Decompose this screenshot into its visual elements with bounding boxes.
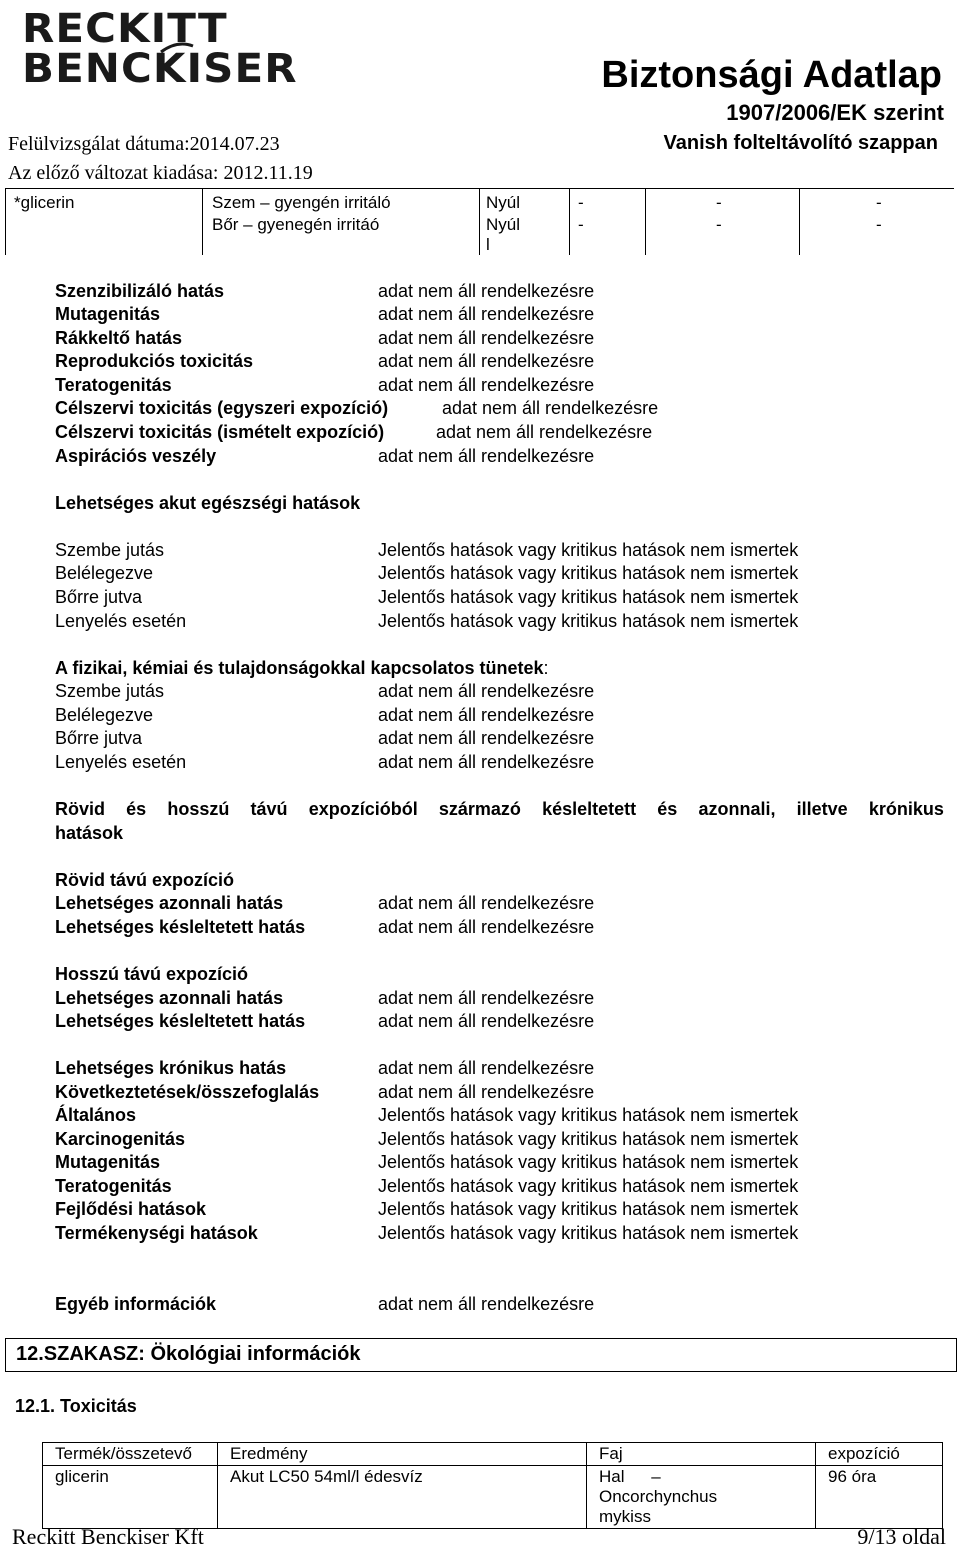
table-header-row xyxy=(43,1443,943,1466)
species-line-1 xyxy=(599,1467,805,1507)
effect-label: Mutagenitás xyxy=(55,1152,161,1172)
species-text: Hal – Oncorchynchus xyxy=(599,1467,718,1506)
effect-value: adat nem áll rendelkezésre xyxy=(442,398,659,418)
route-value: adat nem áll rendelkezésre xyxy=(378,752,595,772)
effect-value: adat nem áll rendelkezésre xyxy=(436,422,653,442)
toxicity-subheading: 12.1. Toxicitás xyxy=(15,1396,137,1416)
route-value: Jelentős hatások vagy kritikus hatások nem ismertek xyxy=(378,563,799,583)
species-cell xyxy=(587,1466,816,1529)
delayed-effects-heading xyxy=(55,798,944,821)
effect-value: adat nem áll rendelkezésre xyxy=(378,375,595,395)
effect-value: adat nem áll rendelkezésre xyxy=(378,281,595,301)
result-cell: Akut LC50 54ml/l édesvíz xyxy=(218,1466,587,1529)
heading-word: és xyxy=(657,799,678,819)
effect-value: Jelentős hatások vagy kritikus hatások nem ismertek xyxy=(378,1176,799,1196)
route-value: Jelentős hatások vagy kritikus hatások nem ismertek xyxy=(378,587,799,607)
effect-label: Teratogenitás xyxy=(55,375,172,395)
effect-value: Jelentős hatások vagy kritikus hatások nem ismertek xyxy=(378,1129,799,1149)
section-12-heading: 12.SZAKASZ: Ökológiai információk xyxy=(16,1343,361,1365)
effect-label: Lehetséges késleltetett hatás xyxy=(55,917,306,937)
species-cell: Nyúl xyxy=(486,215,521,234)
previous-version-date: Az előző változat kiadása: 2012.11.19 xyxy=(8,162,313,184)
footer-page-number: 9/13 oldal xyxy=(857,1524,946,1549)
column-header: expozíció xyxy=(816,1443,943,1466)
heading-word: azonnali, xyxy=(698,799,776,819)
route-label: Lenyelés esetén xyxy=(55,611,187,631)
other-info-value: adat nem áll rendelkezésre xyxy=(378,1294,595,1314)
dash-cell: - xyxy=(578,193,584,212)
effect-label: Lehetséges azonnali hatás xyxy=(55,893,284,913)
heading-word: krónikus xyxy=(868,799,944,819)
symptoms-heading xyxy=(55,657,549,680)
product-cell: glicerin xyxy=(43,1466,218,1529)
effect-cell: Bőr – gyenegén irritáó xyxy=(212,215,380,234)
dash-cell: - xyxy=(716,215,722,234)
toxicity-table xyxy=(42,1442,943,1529)
species-cell: l xyxy=(486,235,490,254)
revision-date: Felülvizsgálat dátuma:2014.07.23 xyxy=(8,133,280,155)
other-info-label: Egyéb információk xyxy=(55,1294,217,1314)
effect-label: Lehetséges krónikus hatás xyxy=(55,1058,287,1078)
route-value: Jelentős hatások vagy kritikus hatások nem ismertek xyxy=(378,540,799,560)
column-header: Faj xyxy=(587,1443,816,1466)
effect-label: Fejlődési hatások xyxy=(55,1199,207,1219)
effect-label: Termékenységi hatások xyxy=(55,1223,258,1243)
effect-label: Karcinogenitás xyxy=(55,1129,186,1149)
acute-effects-heading: Lehetséges akut egészségi hatások xyxy=(55,493,361,513)
substance-cell: *glicerin xyxy=(14,193,75,212)
heading-word: és xyxy=(126,799,147,819)
dash-cell: - xyxy=(876,193,882,212)
regulation: 1907/2006/EK szerint xyxy=(726,100,944,125)
effect-label: Célszervi toxicitás (ismételt expozíció) xyxy=(55,422,385,442)
effect-label: Lehetséges késleltetett hatás xyxy=(55,1011,306,1031)
column-header: Eredmény xyxy=(218,1443,587,1466)
product-name: Vanish folteltávolító szappan xyxy=(663,132,938,154)
section-12-heading-box xyxy=(5,1338,957,1372)
effect-value: adat nem áll rendelkezésre xyxy=(378,1082,595,1102)
effect-value: adat nem áll rendelkezésre xyxy=(378,1011,595,1031)
column-header: Termék/összetevő xyxy=(43,1443,218,1466)
table-column xyxy=(645,189,800,255)
species-cell: Nyúl xyxy=(486,193,521,212)
effect-label: Következtetések/összefoglalás xyxy=(55,1082,320,1102)
effect-value: Jelentős hatások vagy kritikus hatások nem ismertek xyxy=(378,1223,799,1243)
dash-cell: - xyxy=(876,215,882,234)
route-label: Bőrre jutva xyxy=(55,728,143,748)
company-logo xyxy=(22,6,298,92)
symptoms-heading-colon: : xyxy=(543,658,549,678)
route-label: Szembe jutás xyxy=(55,681,165,701)
effect-label: Teratogenitás xyxy=(55,1176,172,1196)
effect-value: adat nem áll rendelkezésre xyxy=(378,446,595,466)
substance-irritation-table xyxy=(5,188,954,255)
logo-swirl-icon xyxy=(157,38,197,58)
effect-label: Általános xyxy=(55,1105,137,1125)
route-label: Bőrre jutva xyxy=(55,587,143,607)
effect-label: Lehetséges azonnali hatás xyxy=(55,988,284,1008)
species-line-2: mykiss xyxy=(599,1507,651,1526)
route-value: adat nem áll rendelkezésre xyxy=(378,705,595,725)
effect-value: adat nem áll rendelkezésre xyxy=(378,917,595,937)
route-label: Belélegezve xyxy=(55,705,154,725)
effect-label: Szenzibilizáló hatás xyxy=(55,281,225,301)
route-value: Jelentős hatások vagy kritikus hatások nem ismertek xyxy=(378,611,799,631)
table-row xyxy=(43,1466,943,1529)
effect-label: Reprodukciós toxicitás xyxy=(55,351,254,371)
route-value: adat nem áll rendelkezésre xyxy=(378,728,595,748)
footer-company: Reckitt Benckiser Kft xyxy=(12,1524,204,1549)
long-term-title: Hosszú távú expozíció xyxy=(55,964,249,984)
effect-value: Jelentős hatások vagy kritikus hatások nem ismertek xyxy=(378,1105,799,1125)
route-value: adat nem áll rendelkezésre xyxy=(378,681,595,701)
effect-label: Célszervi toxicitás (egyszeri expozíció) xyxy=(55,398,389,418)
effect-cell: Szem – gyengén irritáló xyxy=(212,193,391,212)
effect-label: Mutagenitás xyxy=(55,304,161,324)
logo-line-1: RECKITT xyxy=(22,6,228,52)
effect-value: Jelentős hatások vagy kritikus hatások nem ismertek xyxy=(378,1199,799,1219)
document-title: Biztonsági Adatlap xyxy=(601,54,942,96)
effect-label: Aspirációs veszély xyxy=(55,446,217,466)
effect-value: adat nem áll rendelkezésre xyxy=(378,893,595,913)
heading-word: hosszú xyxy=(167,799,230,819)
heading-word: származó xyxy=(438,799,521,819)
heading-word: távú xyxy=(250,799,288,819)
heading-word: illetve xyxy=(796,799,848,819)
route-label: Belélegezve xyxy=(55,563,154,583)
symptoms-heading-text: A fizikai, kémiai és tulajdonságokkal kapcsolatos tünetek xyxy=(55,658,544,678)
heading-word: expozícióból xyxy=(308,799,418,819)
route-label: Szembe jutás xyxy=(55,540,165,560)
logo-line-2: BENCKISER xyxy=(22,46,298,92)
exposure-cell: 96 óra xyxy=(816,1466,943,1529)
delayed-effects-heading-line2: hatások xyxy=(55,823,124,843)
route-label: Lenyelés esetén xyxy=(55,752,187,772)
short-term-title: Rövid távú expozíció xyxy=(55,870,235,890)
effect-value: adat nem áll rendelkezésre xyxy=(378,304,595,324)
dash-cell: - xyxy=(578,215,584,234)
dash-cell: - xyxy=(716,193,722,212)
heading-word: késleltetett xyxy=(542,799,637,819)
effect-value: adat nem áll rendelkezésre xyxy=(378,328,595,348)
effect-value: adat nem áll rendelkezésre xyxy=(378,988,595,1008)
effect-value: adat nem áll rendelkezésre xyxy=(378,351,595,371)
effect-value: adat nem áll rendelkezésre xyxy=(378,1058,595,1078)
heading-word: Rövid xyxy=(55,799,106,819)
effect-value: Jelentős hatások vagy kritikus hatások nem ismertek xyxy=(378,1152,799,1172)
effect-label: Rákkeltő hatás xyxy=(55,328,183,348)
